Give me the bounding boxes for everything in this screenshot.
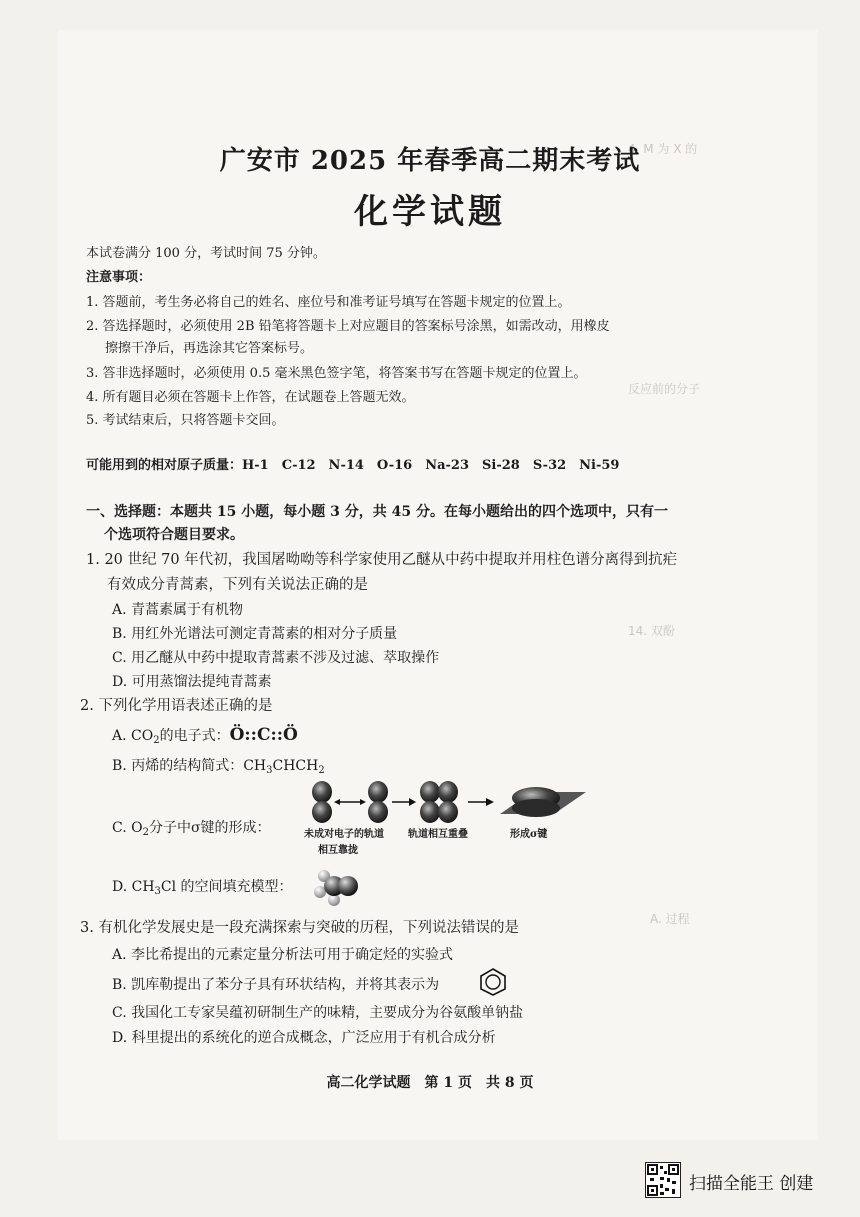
question-1-option-b: B. 用红外光谱法可测定青蒿素的相对分子质量 bbox=[112, 626, 398, 642]
question-3-option-b: B. 凯库勒提出了苯分子具有环状结构，并将其表示为 bbox=[112, 977, 440, 993]
diagram-caption: 轨道相互重叠 bbox=[408, 829, 468, 840]
bleed-through-text: 反应前的分子 bbox=[628, 382, 701, 396]
question-2-option-d: D. $CH_3Cl$ 的空间填充模型： bbox=[112, 879, 293, 897]
subject-title: 化学试题 bbox=[354, 192, 506, 232]
section-heading: 个选项符合题目要求。 bbox=[104, 527, 244, 543]
question-3-option-c: C. 我国化工专家吴蕴初研制生产的味精，主要成分为谷氨酸单钠盐 bbox=[112, 1005, 524, 1021]
question-1-stem: 1. 20 世纪 70 年代初，我国屠呦呦等科学家使用乙醚从中药中提取并用柱色谱分离得到抗疟 bbox=[86, 552, 678, 568]
question-3-stem: 3. 有机化学发展史是一段充满探索与突破的历程，下列说法错误的是 bbox=[80, 920, 519, 936]
note-item: 1. 答题前，考生务必将自己的姓名、座位号和准考证号填写在答题卡规定的位置上。 bbox=[86, 295, 571, 310]
note-item: 5. 考试结束后，只将答题卡交回。 bbox=[86, 413, 285, 428]
bleed-through-text: A. 过程 bbox=[650, 912, 690, 926]
question-2-option-a: A. $CO_2$的电子式：Ö::C::Ö bbox=[112, 725, 298, 746]
question-1-stem: 有效成分青蒿素，下列有关说法正确的是 bbox=[107, 577, 368, 593]
notes-heading: 注意事项： bbox=[86, 270, 152, 285]
camscanner-watermark bbox=[645, 1160, 845, 1200]
atomic-masses: 可能用到的相对原子质量：H-1 C-12 N-14 O-16 Na-23 Si-28 S-32 Ni-59 bbox=[86, 458, 620, 473]
arrow-icon bbox=[409, 798, 416, 806]
sigma-bond-icon bbox=[500, 787, 586, 817]
co2-electron-formula: Ö::C::Ö bbox=[229, 725, 298, 745]
benzene-ring-icon bbox=[478, 967, 508, 997]
bleed-through-text: 14. 双酚 bbox=[628, 624, 675, 638]
note-item: 3. 答非选择题时，必须使用 0.5 毫米黑色签字笔，将答案书写在答题卡规定的位置上。 bbox=[86, 366, 587, 381]
arrow-icon bbox=[486, 798, 494, 806]
ch3cl-space-filling-model-icon bbox=[312, 866, 360, 906]
note-item: 擦擦干净后，再选涂其它答案标号。 bbox=[105, 341, 314, 356]
overlapping-orbitals-icon bbox=[420, 781, 458, 823]
page-footer: 高二化学试题 第 1 页 共 8 页 bbox=[326, 1075, 534, 1091]
bleed-through-text: 4. M 为 X 的 bbox=[628, 142, 698, 156]
question-3-option-d: D. 科里提出的系统化的逆合成概念，广泛应用于有机合成分析 bbox=[112, 1030, 496, 1046]
question-2-stem: 2. 下列化学用语表述正确的是 bbox=[80, 698, 273, 714]
question-2-option-c: C. $O_2$分子中σ键的形成： bbox=[112, 820, 271, 838]
exam-intro: 本试卷满分 100 分，考试时间 75 分钟。 bbox=[86, 246, 326, 261]
question-1-option-c: C. 用乙醚从中药中提取青蒿素不涉及过滤、萃取操作 bbox=[112, 650, 440, 666]
question-1-option-a: A. 青蒿素属于有机物 bbox=[112, 602, 244, 618]
diagram-caption: 未成对电子的轨道 bbox=[304, 829, 384, 840]
diagram-caption: 相互靠拢 bbox=[318, 845, 358, 856]
note-item: 2. 答选择题时，必须使用 2B 铅笔将答题卡上对应题目的答案标号涂黑，如需改动，用橡皮 bbox=[86, 319, 610, 334]
question-3-option-a: A. 李比希提出的元素定量分析法可用于确定烃的实验式 bbox=[112, 947, 454, 963]
question-1-option-d: D. 可用蒸馏法提纯青蒿素 bbox=[112, 674, 272, 690]
section-heading: 一、选择题：本题共 15 小题，每小题 3 分，共 45 分。在每小题给出的四个选项中，只有一 bbox=[86, 504, 668, 520]
unpaired-orbitals-icon bbox=[312, 781, 388, 823]
note-item: 4. 所有题目必须在答题卡上作答，在试题卷上答题无效。 bbox=[86, 390, 415, 405]
diagram-caption: 形成σ键 bbox=[510, 829, 548, 840]
exam-title: 广安市 2025 年春季高二期末考试 bbox=[219, 146, 641, 176]
camscanner-label: 扫描全能王 创建 bbox=[689, 1174, 814, 1194]
qr-code-icon bbox=[645, 1162, 681, 1198]
question-2-option-b: B. 丙烯的结构简式：$CH_3CHCH_2$ bbox=[112, 758, 325, 776]
sigma-bond-formation-diagram bbox=[300, 778, 590, 854]
